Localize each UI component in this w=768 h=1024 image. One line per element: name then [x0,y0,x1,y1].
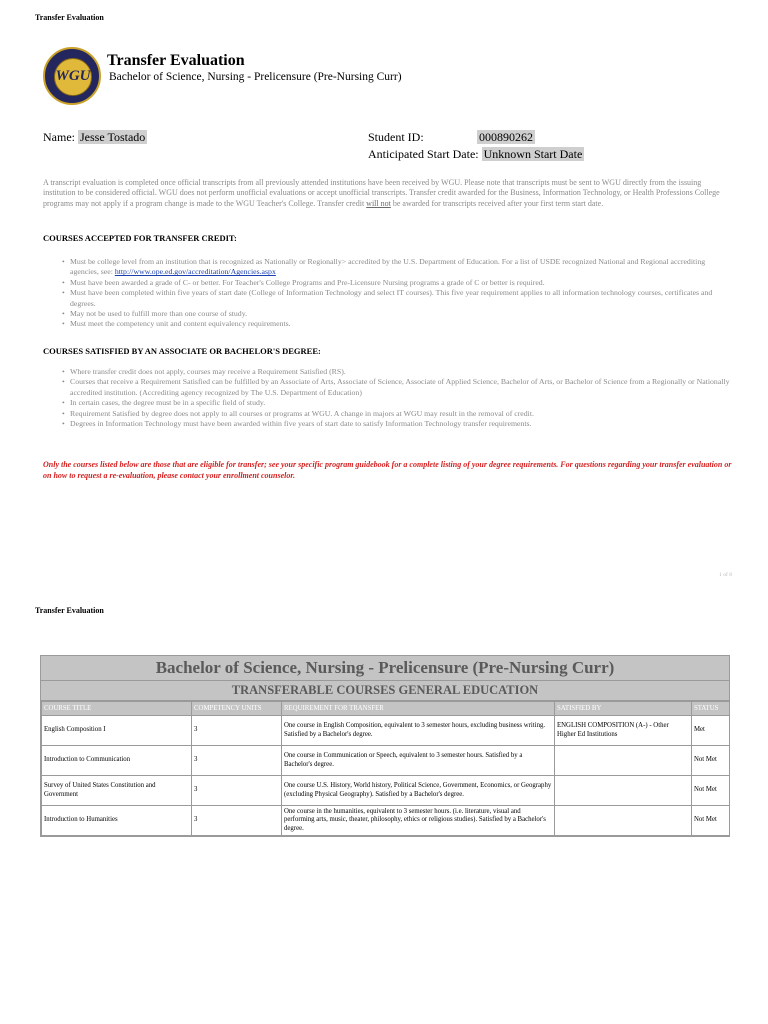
table-row [42,716,730,746]
page-header: Transfer Evaluation [35,13,104,22]
table-subtitle: TRANSFERABLE COURSES GENERAL EDUCATION [41,681,729,701]
course-title: Introduction to Humanities [42,806,192,836]
document-title: Transfer Evaluation [107,52,245,69]
section-accepted-heading: COURSES ACCEPTED FOR TRANSFER CREDIT: [43,233,237,243]
start-date-row [368,147,584,162]
satisfied-by [555,776,692,806]
list-item: • In certain cases, the degree must be in a specific field of study. [70,398,732,408]
col-requirement: REQUIREMENT FOR TRANSFER [282,702,555,716]
status: Not Met [692,806,730,836]
intro-underlined: will not [366,198,391,208]
list-item: • Must meet the competency unit and content equivalency requirements. [70,319,732,329]
status: Met [692,716,730,746]
list-item: • Degrees in Information Technology must have been awarded within five years of start date to satisfy Information Technology transfer requirements. [70,419,732,429]
program-table-title: Bachelor of Science, Nursing - Prelicensure (Pre-Nursing Curr) [41,656,729,681]
intro-text-end: be awarded for transcripts received after your first term start date. [392,198,604,208]
competency-units: 3 [192,776,282,806]
competency-units: 3 [192,806,282,836]
satisfied-by: ENGLISH COMPOSITION (A-) - Other Higher Ed Institutions [555,716,692,746]
requirement: One course U.S. History, World history, Political Science, Government, Economics, or Geography (excluding Physical Geography). Satisfied by a Bachelor's degree. [282,776,555,806]
col-competency-units: COMPETENCY UNITS [192,702,282,716]
name-label: Name: [43,130,75,144]
col-satisfied-by: SATISFIED BY [555,702,692,716]
wgu-seal-logo [43,47,101,105]
transfer-courses-table [40,655,730,837]
start-date-label: Anticipated Start Date: [368,147,479,161]
list-item: • Must have been completed within five years of start date (College of Information Technology and select IT courses). This five year requirement applies to all information technology courses, certificates and degrees. [70,288,732,309]
section-degree-heading: COURSES SATISFIED BY AN ASSOCIATE OR BACHELOR'S DEGREE: [43,346,321,356]
competency-units: 3 [192,716,282,746]
accreditation-link[interactable]: http://www.ope.ed.gov/accreditation/Agencies.aspx [114,267,276,277]
list-item: • May not be used to fulfill more than one course of study. [70,309,732,319]
list-item: • Courses that receive a Requirement Satisfied can be fulfilled by an Associate of Arts, Associate of Science, Associate of Applied Science, Bachelor of Arts, or Bachelor of Science from a Regionally or Nationally accredited institution. (Accrediting agency recognized by The U.S. Department of Education) [70,377,732,398]
program-subtitle: Bachelor of Science, Nursing - Prelicensure (Pre-Nursing Curr) [109,71,402,83]
requirement: One course in Communication or Speech, equivalent to 3 semester hours. Satisfied by a Bachelor's degree. [282,746,555,776]
page-number: 1 of 8 [719,572,732,578]
status: Not Met [692,776,730,806]
intro-paragraph [43,178,723,209]
start-date-value: Unknown Start Date [483,147,583,161]
intro-text: A transcript evaluation is completed once official transcripts from all previously attended institutions have been received by WGU. Please note that transcripts must be sent to WGU directly from the issuing institution to be considered official. WGU does not perform unofficial evaluations or accept unofficial transcripts. Transfer credit awarded for the Business, Information Technology, or Health Professions College programs may not apply if a program change is made to the WGU Teacher's College. Transfer credit [43,178,720,208]
table-header-row [42,702,730,716]
list-item: • Must have been awarded a grade of C- or better. For Teacher's College Programs and Pre-Licensure Nursing programs a grade of C or better is required. [70,278,732,288]
degree-criteria-list [60,367,732,429]
table-row [42,776,730,806]
student-name-row [43,130,147,145]
list-item: • Requirement Satisfied by degree does not apply to all courses or programs at WGU. A change in majors at WGU may result in the removal of credit. [70,409,732,419]
student-id-value: 000890262 [479,130,533,144]
course-title: Introduction to Communication [42,746,192,776]
name-value: Jesse Tostado [80,130,146,144]
col-course-title: COURSE TITLE [42,702,192,716]
satisfied-by [555,746,692,776]
table-row [42,746,730,776]
requirement: One course in English Composition, equivalent to 3 semester hours, excluding business writing. Satisfied by a Bachelor's degree. [282,716,555,746]
logo-monogram: WGU [55,68,91,84]
eligibility-notice: Only the courses listed below are those that are eligible for transfer; see your specific program guidebook for a complete listing of your degree requirements. For questions regarding your transfer evaluation or on how to request a re-evaluation, please contact your enrollment counselor. [43,460,732,480]
table-row [42,806,730,836]
accepted-criteria-list [60,257,732,330]
requirement: One course in the humanities, equivalent to 3 semester hours. (i.e. literature, visual and performing arts, music, theater, philosophy, ethics or religious studies). Satisfied by a Bachelor's degree. [282,806,555,836]
list-item: • Where transfer credit does not apply, courses may receive a Requirement Satisfied (RS). [70,367,732,377]
competency-units: 3 [192,746,282,776]
student-id-label: Student ID: [368,130,424,144]
page-header: Transfer Evaluation [35,606,104,615]
course-title: English Composition I [42,716,192,746]
course-title: Survey of United States Constitution and Government [42,776,192,806]
list-item: • Must be college level from an institution that is recognized as Nationally or Regionally> accredited by the U.S. Department of Education. For a list of USDE recognized National and Regional accrediting agencies, see: http://www.ope.ed.gov/accreditation/Agencies.aspx [70,257,732,278]
satisfied-by [555,806,692,836]
col-status: STATUS [692,702,730,716]
status: Not Met [692,746,730,776]
